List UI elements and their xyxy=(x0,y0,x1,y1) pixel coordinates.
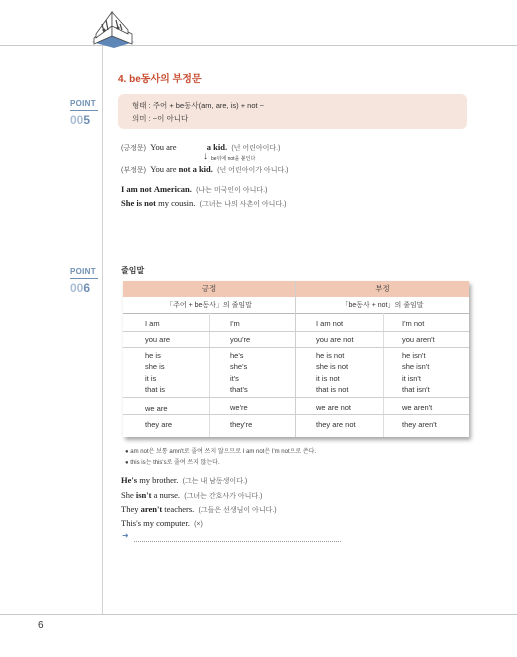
answer-line xyxy=(134,541,341,542)
point-marker-6 xyxy=(70,267,98,295)
contraction-heading: 줄임말 xyxy=(121,266,145,275)
table-subheader-positive: 「주어 + be동사」의 줄임말 xyxy=(166,302,252,309)
table-cell: she's xyxy=(230,362,248,371)
table-cell: it is xyxy=(145,374,157,383)
table-cell: he isn't xyxy=(402,351,426,360)
table-header-positive: 긍정 xyxy=(123,281,295,297)
table-row-divider xyxy=(123,397,469,398)
table-row-divider xyxy=(123,414,469,415)
example-cousin: She is not my cousin. (그녀는 나의 사촌이 아니다.) xyxy=(121,198,287,208)
contraction-table xyxy=(123,281,469,437)
table-cell: he is xyxy=(145,351,161,360)
arrow-note: be뒤에 not을 붙인다 xyxy=(211,156,256,162)
table-cell: they aren't xyxy=(402,420,437,429)
table-cell: that isn't xyxy=(402,385,430,394)
table-cell: they are not xyxy=(316,420,356,429)
table-row-divider xyxy=(123,331,469,332)
table-cell: we're xyxy=(230,403,248,412)
point-number: 006 xyxy=(70,281,91,295)
formula-box xyxy=(118,94,467,129)
table-cell: that's xyxy=(230,385,248,394)
point-rule xyxy=(70,110,98,111)
positive-example: (긍정문) You are a kid. (넌 어린아이다.) xyxy=(121,142,281,152)
example-teachers: They aren't teachers. (그들은 선생님이 아니다.) xyxy=(121,504,277,514)
table-cell: I'm xyxy=(230,319,240,328)
negative-example: (부정문) You are not a kid. (넌 어린아이가 아니다.) xyxy=(121,164,289,174)
table-divider xyxy=(123,313,469,314)
example-nurse: She isn't a nurse. (그녀는 간호사가 아니다.) xyxy=(121,490,263,500)
point-marker-5 xyxy=(70,99,98,127)
table-row-divider xyxy=(123,347,469,348)
table-cell: I am xyxy=(145,319,160,328)
bottom-rule xyxy=(0,614,517,615)
page-number: 6 xyxy=(38,620,44,631)
table-cell: she is not xyxy=(316,362,349,371)
table-subheader-negative: 「be동사 + not」의 줄임말 xyxy=(341,302,424,309)
table-cell: he is not xyxy=(316,351,345,360)
table-cell: she isn't xyxy=(402,362,430,371)
table-cell: you're xyxy=(230,335,251,344)
table-cell: that is not xyxy=(316,385,349,394)
table-header-negative: 부정 xyxy=(296,281,469,297)
table-cell: we are not xyxy=(316,403,352,412)
table-cell: I am not xyxy=(316,319,344,328)
down-arrow-icon: ↓ xyxy=(203,151,208,162)
table-cell: it's xyxy=(230,374,239,383)
formula-meaning: 의미 : ~이 아니다 xyxy=(132,114,189,123)
note-am-not: ● am not은 보통 amn't로 줄여 쓰지 않으므로 I am not은 I'm not으로 쓴다. xyxy=(125,449,317,455)
table-cell: they are xyxy=(145,420,173,429)
table-cell: he's xyxy=(230,351,244,360)
top-rule xyxy=(0,45,517,46)
point-number: 005 xyxy=(70,113,91,127)
section-title: 4. be동사의 부정문 xyxy=(118,74,202,85)
table-cell: they're xyxy=(230,420,253,429)
table-cell: it is not xyxy=(316,374,340,383)
table-cell: we are xyxy=(145,404,168,413)
table-cell: it isn't xyxy=(402,374,421,383)
table-cell: you are not xyxy=(316,335,354,344)
book-logo-icon xyxy=(82,4,144,48)
margin-rule xyxy=(102,45,103,615)
table-cell: you aren't xyxy=(402,335,435,344)
example-american: I am not American. (나는 미국인이 아니다.) xyxy=(121,184,268,194)
table-cell: we aren't xyxy=(402,403,433,412)
table-cell: you are xyxy=(145,335,171,344)
note-this-is: ● this is는 this's로 줄여 쓰지 않는다. xyxy=(125,460,220,466)
table-cell: I'm not xyxy=(402,319,425,328)
example-brother: He's my brother. (그는 내 남동생이다.) xyxy=(121,475,248,485)
pencil-arrow-icon: ➜ xyxy=(122,531,129,540)
table-cell: that is xyxy=(145,385,166,394)
point-rule xyxy=(70,278,98,279)
table-cell: she is xyxy=(145,362,165,371)
point-label: POINT xyxy=(70,267,96,276)
point-label: POINT xyxy=(70,99,96,108)
formula-form: 형태 : 주어 + be동사(am, are, is) + not ~ xyxy=(132,101,265,110)
example-computer-wrong: This's my computer. (×) xyxy=(121,518,203,528)
